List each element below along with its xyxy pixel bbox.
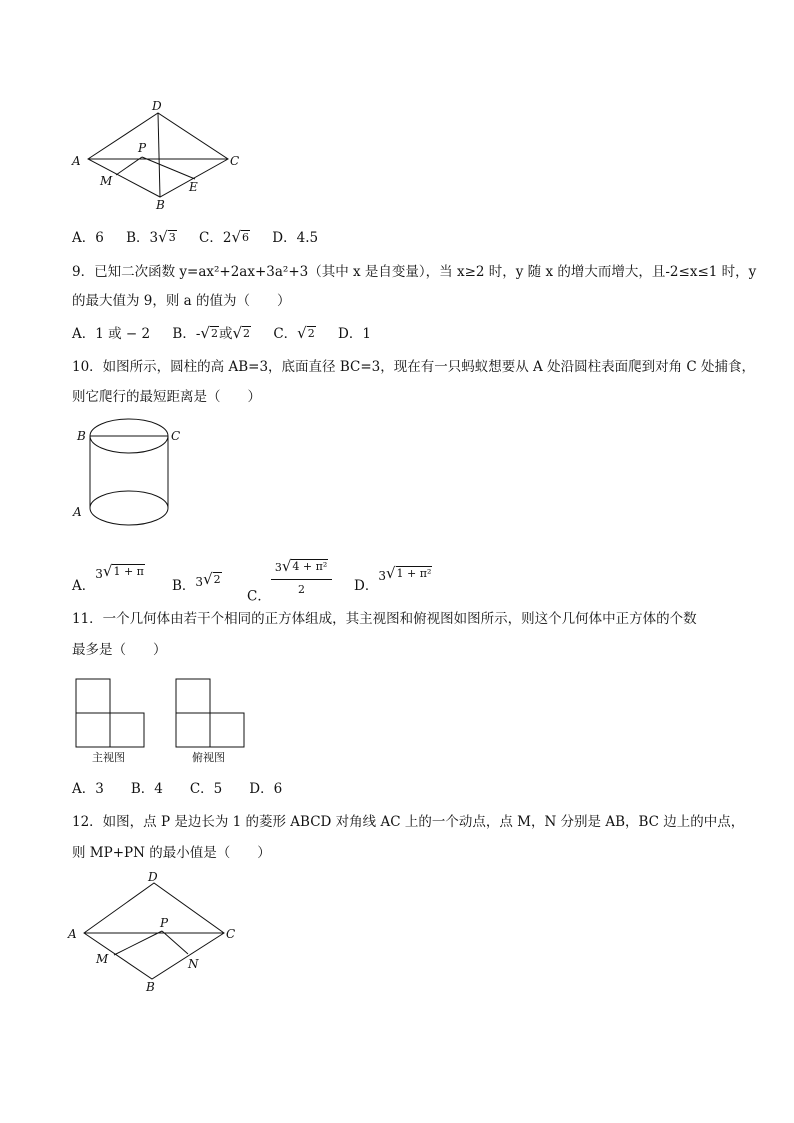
label-B: B — [146, 980, 155, 994]
q10-text-line1: 10．如图所示，圆柱的高 AB=3，底面直径 BC=3，现在有一只蚂蚁想要从 A 处沿圆柱表面爬到对角 C 处捕食， — [72, 359, 755, 375]
label-N: N — [188, 957, 199, 971]
label-D: D — [148, 870, 158, 884]
label-P: P — [160, 916, 169, 930]
q9-option-d[interactable]: D．1 — [338, 326, 371, 342]
label-B: B — [156, 198, 165, 212]
q8-options — [72, 228, 336, 248]
q8-option-b[interactable]: B．3 √ 3 — [126, 228, 176, 246]
caption-front-view: 主视图 — [92, 751, 125, 764]
label-D: D — [152, 99, 162, 113]
q9-text-line1: 9．已知二次函数 y=ax²+2ax+3a²+3（其中 x 是自变量），当 x≥2 时，y 随 x 的增大而增大，且-2≤x≤1 时，y — [72, 264, 757, 280]
label-C: C — [226, 927, 236, 941]
q11-views-figure — [70, 675, 260, 770]
label-M: M — [96, 952, 109, 966]
label-M: M — [100, 174, 113, 188]
label-E: E — [189, 180, 198, 194]
label-P: P — [138, 141, 147, 155]
q9-option-a[interactable]: A．1 或 − 2 — [72, 326, 151, 342]
cyl-label-A: A — [73, 505, 82, 519]
q9-options — [72, 324, 389, 344]
q12-text-line2: 则 MP+PN 的最小值是（ ） — [72, 845, 271, 861]
label-A: A — [68, 927, 77, 941]
cyl-label-C: C — [171, 429, 181, 443]
q11-text-line1: 11．一个几何体由若干个相同的正方体组成，其主视图和俯视图如图所示，则这个几何体中正方体的个数 — [72, 611, 697, 627]
q10-cylinder-figure — [65, 420, 195, 540]
label-A: A — [72, 154, 81, 168]
q8-option-d[interactable]: D．4.5 — [272, 230, 319, 246]
cyl-label-B: B — [77, 429, 86, 443]
label-C: C — [230, 154, 240, 168]
q11-options[interactable]: A．3 B．4 C．5 D．6 — [72, 781, 283, 797]
q10-option-a[interactable]: A． 3 √ 1 + π — [72, 562, 144, 594]
q12-text-line1: 12．如图，点 P 是边长为 1 的菱形 ABCD 对角线 AC 上的一个动点，点 M，N 分别是 AB，BC 边上的中点， — [72, 814, 745, 830]
q8-rhombus-figure — [60, 95, 260, 215]
q11-text-line2: 最多是（ ） — [72, 642, 167, 658]
q8-option-c[interactable]: C．2 √ 6 — [199, 228, 249, 246]
q10-option-b[interactable]: B． 3 √ 2 — [172, 570, 221, 594]
caption-top-view: 俯视图 — [192, 751, 225, 764]
q8-option-a[interactable]: A．6 — [72, 230, 104, 246]
q10-option-d[interactable]: D． 3 √ 1 + π² — [354, 564, 432, 594]
q9-option-b[interactable]: B．- √ 2 或 √ 2 — [172, 324, 251, 342]
q10-option-c[interactable]: C． 3 √ 4 + π² 2 — [247, 576, 332, 618]
q10-text-line2: 则它爬行的最短距离是（ ） — [72, 389, 261, 405]
q9-text-line2: 的最大值为 9，则 a 的值为（ ） — [72, 293, 291, 309]
q12-rhombus-figure — [62, 865, 262, 995]
q9-option-c[interactable]: C． √ 2 — [273, 324, 315, 342]
